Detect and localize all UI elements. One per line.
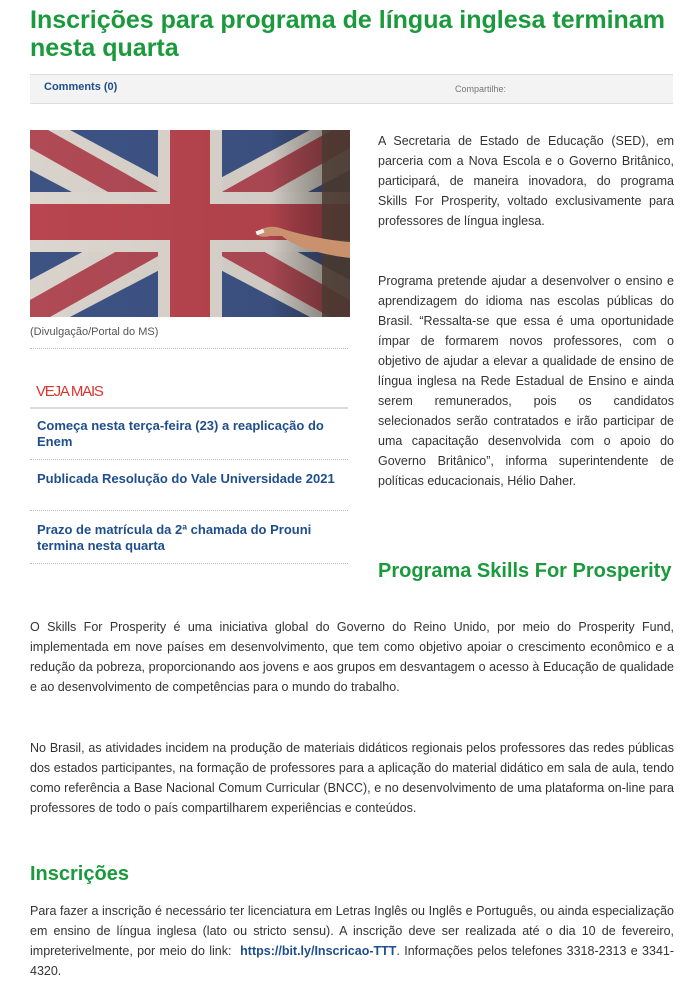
body-paragraph-1: A Secretaria de Estado de Educação (SED), em parceria com a Nova Escola e o Governo Britânico, participará, de maneira inovadora, do programa Skills For Prosperity, voltado exclusivamente para professores de língua inglesa. (378, 134, 674, 228)
share-bar (30, 74, 673, 104)
article-image (30, 130, 350, 317)
section-heading-programa: Programa Skills For Prosperity (378, 560, 672, 582)
section-heading-inscricoes: Inscrições (30, 863, 129, 885)
divider (30, 510, 348, 511)
article-title: Inscrições para programa de língua inglesa terminam nesta quarta (30, 6, 665, 62)
inscription-contact-text: . Informações pelos telefones 3318-2313 e 3341-4320. (30, 944, 675, 978)
share-label: Compartilhe: (455, 84, 507, 94)
body-paragraph-4: No Brasil, as atividades incidem na produção de materiais didáticos regionais pelos professores das redes públicas dos estados participantes, na formação de professores para a aplicação do material didático em sala de aula, tendo como referência a Base Nacional Comum Curricular (BNCC), e no desenvolvimento de uma plataforma on-line para professores de todo o país compartilharem experiências e conteúdos. (30, 741, 674, 815)
body-paragraph-3: O Skills For Prosperity é uma iniciativa global do Governo do Reino Unido, por meio do Prosperity Fund, implementada em nove países em desenvolvimento, que tem como objetivo apoiar o crescimento econômico e a redução da pobreza, proporcionando aos jovens e aos grupos em desvantagem o acesso à Educação de qualidade e ao desenvolvimento de competências para o mundo do trabalho. (30, 620, 674, 694)
related-link-3[interactable]: Prazo de matrícula da 2ª chamada do Prouni termina nesta quarta (37, 522, 312, 553)
body-paragraph-5 (30, 901, 674, 981)
union-jack-chalkboard-illustration (30, 130, 350, 317)
divider (30, 348, 348, 349)
image-caption: (Divulgação/Portal do MS) (30, 326, 159, 338)
comments-link[interactable]: Comments (0) (44, 81, 118, 93)
inscription-text: Para fazer a inscrição é necessário ter licenciatura em Letras Inglês ou Inglês e Português, ou ainda especialização em ensino de língua inglesa (lato ou stricto sensu). A inscrição deve ser realizada até o dia 10 de fevereiro, impreterivelmente, por meio do link: (30, 904, 674, 958)
inscription-link[interactable]: https://bit.ly/Inscricao-TTT (240, 944, 397, 958)
divider (30, 563, 348, 564)
body-paragraph-2: Programa pretende ajudar a desenvolver o ensino e aprendizagem do idioma nas escolas públicas do Brasil. “Ressalta-se que essa é uma oportunidade ímpar de formarem novos professores, com o objetivo de ajudar a elevar a qualidade de ensino de língua inglesa na Rede Estadual de Ensino e ainda serem remunerados, pois os candidatos selecionados serão contratados e irão participar de uma capacitação desenvolvida com o apoio do Governo Britânico”, informa superintendente de políticas educacionais, Hélio Daher. (378, 274, 674, 488)
related-link-1[interactable]: Começa nesta terça-feira (23) a reaplicação do Enem (37, 418, 324, 449)
related-link-2[interactable]: Publicada Resolução do Vale Universidade 2021 (37, 471, 335, 486)
divider (30, 407, 348, 409)
divider (30, 459, 348, 460)
related-heading: VEJA MAIS (36, 383, 103, 400)
